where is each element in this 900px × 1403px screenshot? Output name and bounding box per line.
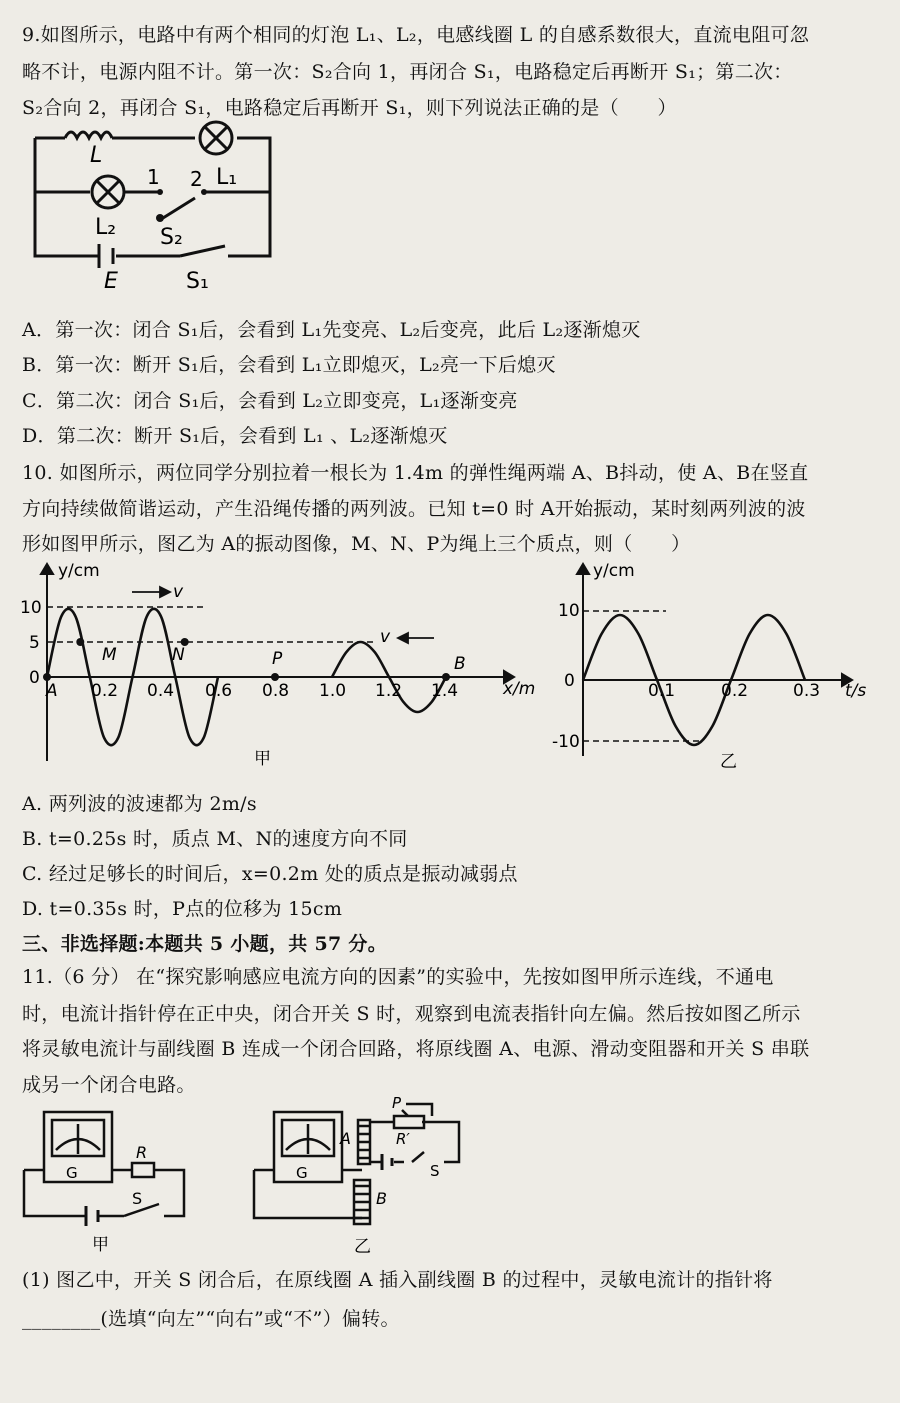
q9-option-c: C．第二次：闭合 S₁后，会看到 L₂立即变亮，L₁逐渐变亮 [22, 390, 518, 412]
yi-xtick-0-1: 0.1 [648, 681, 676, 701]
jia-point-label-B: B [454, 654, 466, 674]
q9-option-b: B．第一次：断开 S₁后，会看到 L₁立即熄灭，L₂亮一下后熄灭 [22, 354, 556, 376]
q9-stem-line-3: S₂合向 2，再闭合 S₁，电路稳定后再断开 S₁，则下列说法正确的是（ ） [22, 97, 677, 119]
jia-xtick-0-8: 0.8 [262, 681, 290, 701]
q11-stem-line-1: 11.（6 分） 在“探究影响感应电流方向的因素”的实验中，先按如图甲所示连线，不通电 [22, 966, 774, 988]
q9-stem-line-1: 9.如图所示，电路中有两个相同的灯泡 L₁、L₂，电感线圈 L 的自感系数很大，直流电阻可忽 [22, 24, 810, 46]
jia-ytick-5: 5 [29, 633, 40, 653]
q11-sub1-line-1: (1) 图乙中，开关 S 闭合后，在原线圈 A 插入副线圈 B 的过程中，灵敏电流计的指针将 [22, 1269, 773, 1291]
label-S1: S₁ [186, 269, 209, 294]
jia-point-marker-M [76, 638, 84, 646]
resistor-label-R: R [136, 1143, 148, 1162]
q11-stem-line-2: 时，电流计指针停在正中央，闭合开关 S 时，观察到电流表指针向左偏。然后按如图乙所示 [22, 1003, 801, 1025]
yi-xtick-0-3: 0.3 [793, 681, 821, 701]
coil-label-B: B [376, 1189, 387, 1208]
vibration-chart-yi [550, 556, 890, 776]
label-L: L [90, 143, 103, 168]
q10-stem-line-3: 形如图甲所示，图乙为 A的振动图像，M、N、P为绳上三个质点，则（ ） [22, 533, 691, 555]
switch-label-yi: S [430, 1162, 440, 1180]
q9-circuit-diagram [20, 118, 290, 303]
jia-xtick-1-2: 1.2 [375, 681, 403, 701]
jia-point-marker-B [442, 673, 450, 681]
jia-xtick-1-0: 1.0 [319, 681, 347, 701]
yi-xtick-0-2: 0.2 [721, 681, 749, 701]
switch-label-jia: S [132, 1189, 143, 1208]
yi-ytick-neg10: -10 [552, 732, 580, 752]
jia-xtick-0-4: 0.4 [147, 681, 175, 701]
q10-option-a: A. 两列波的波速都为 2m/s [22, 793, 257, 815]
q10-stem-line-2: 方向持续做简谐运动，产生沿绳传播的两列波。已知 t=0 时 A开始振动，某时刻两列波的波 [22, 498, 806, 520]
q10-option-b: B. t=0.25s 时，质点 M、N的速度方向不同 [22, 828, 408, 850]
figure-caption-jia: 甲 [92, 1235, 109, 1255]
coil-label-A: A [340, 1129, 351, 1148]
q10-stem-line-1: 10. 如图所示，两位同学分别拉着一根长为 1.4m 的弹性绳两端 A、B抖动，使 A、B在竖直 [22, 462, 809, 484]
jia-caption: 甲 [254, 749, 271, 769]
jia-xlabel: x/m [503, 679, 536, 699]
rheostat-Rp [394, 1116, 424, 1128]
yi-xlabel: t/s [845, 681, 867, 701]
jia-point-label-N: N [172, 645, 185, 665]
q9-stem-line-2: 略不计，电源内阻不计。第一次：S₂合向 1，再闭合 S₁，电路稳定后再断开 S₁；第二次： [22, 61, 793, 83]
jia-velocity-label-2: v [380, 627, 391, 647]
jia-ytick-0: 0 [29, 668, 40, 688]
q11-sub1-line-2: ________(选填“向左”“向右”或“不”）偏转。 [22, 1308, 400, 1330]
section-3-heading: 三、非选择题:本题共 5 小题，共 57 分。 [22, 933, 388, 955]
q9-option-a: A．第一次：闭合 S₁后，会看到 L₁先变亮、L₂后变亮，此后 L₂逐渐熄灭 [22, 319, 641, 341]
jia-ylabel: y/cm [58, 561, 100, 581]
yi-ytick-10: 10 [558, 601, 580, 621]
q11-figure-yi [244, 1092, 484, 1262]
jia-point-label-A: A [46, 681, 58, 701]
jia-point-marker-A [43, 673, 51, 681]
jia-xtick-1-4: 1.4 [431, 681, 459, 701]
q11-figure-jia [14, 1100, 204, 1260]
q9-option-d: D．第二次：断开 S₁后，会看到 L₁ 、L₂逐渐熄灭 [22, 425, 448, 447]
resistor-R [132, 1163, 154, 1177]
figure-caption-yi: 乙 [354, 1237, 371, 1257]
label-L2: L₂ [95, 215, 117, 240]
q11-stem-line-4: 成另一个闭合电路。 [22, 1074, 196, 1096]
galvanometer-label-yi: G [296, 1164, 308, 1182]
jia-ytick-10: 10 [20, 598, 42, 618]
label-E: E [104, 269, 118, 294]
jia-xtick-0-6: 0.6 [205, 681, 233, 701]
jia-xtick-0-2: 0.2 [91, 681, 119, 701]
rheostat-label-Rp: R′ [396, 1130, 410, 1148]
label-L1: L₁ [216, 165, 238, 190]
terminal-1: 1 [147, 165, 160, 189]
q10-option-d: D. t=0.35s 时，P点的位移为 15cm [22, 898, 343, 920]
slider-label-P: P [392, 1094, 402, 1112]
yi-ylabel: y/cm [593, 561, 635, 581]
label-S2: S₂ [160, 225, 183, 250]
yi-ytick-0: 0 [564, 671, 575, 691]
wave-chart-jia [10, 556, 540, 776]
jia-velocity-label-1: v [173, 582, 184, 602]
q10-option-c: C. 经过足够长的时间后，x=0.2m 处的质点是振动减弱点 [22, 863, 518, 885]
terminal-2: 2 [190, 167, 203, 191]
q11-stem-line-3: 将灵敏电流计与副线圈 B 连成一个闭合回路，将原线圈 A、电源、滑动变阻器和开关 S 串联 [22, 1038, 810, 1060]
jia-point-label-M: M [102, 645, 117, 665]
galvanometer-label-jia: G [66, 1164, 78, 1182]
s2-pivot [156, 214, 164, 222]
jia-point-marker-P [271, 673, 279, 681]
jia-point-label-P: P [272, 649, 283, 669]
yi-caption: 乙 [720, 752, 737, 772]
